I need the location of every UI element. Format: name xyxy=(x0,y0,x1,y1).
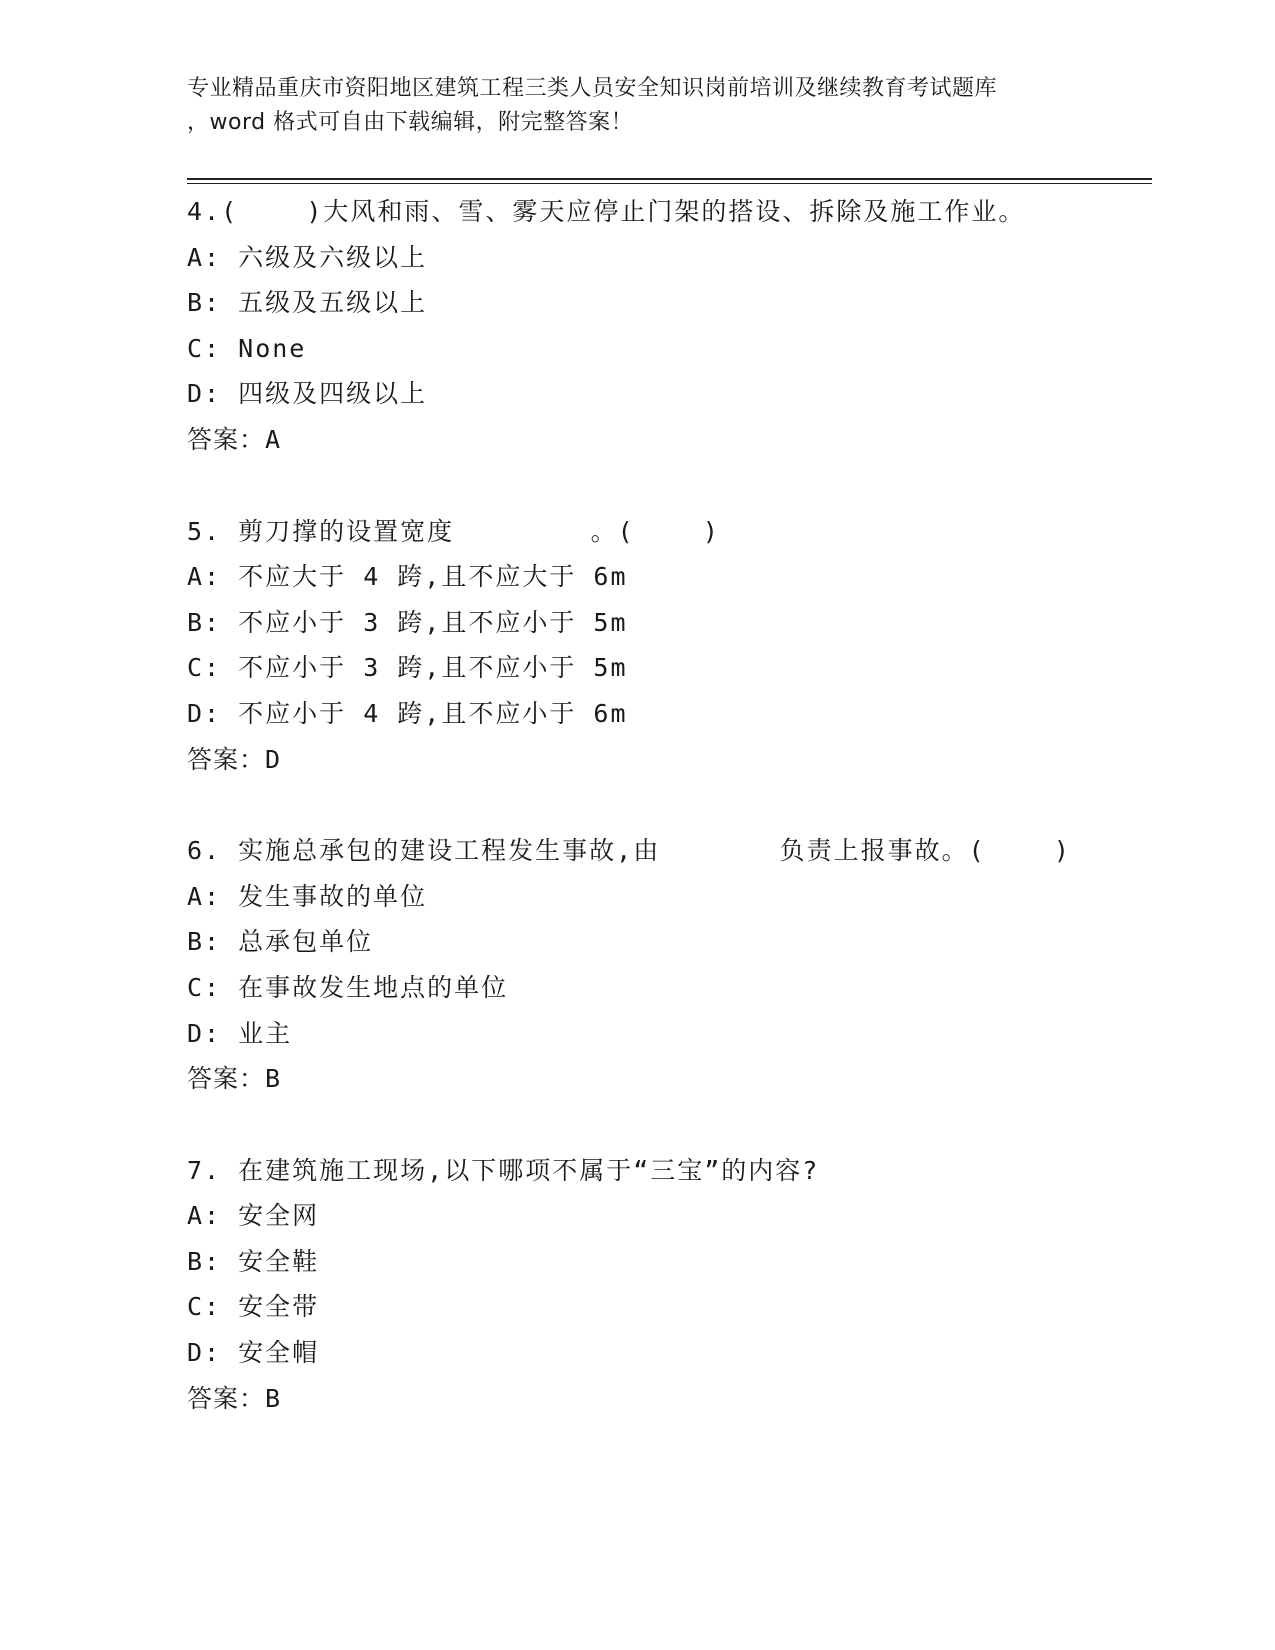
option-d: D: 四级及四级以上 xyxy=(187,379,428,409)
option-c: C: None xyxy=(187,333,307,363)
option-c: C: 安全带 xyxy=(187,1292,320,1322)
option-d: D: 业主 xyxy=(187,1018,293,1048)
question-stem: 7. 在建筑施工现场,以下哪项不属于“三宝”的内容? xyxy=(187,1155,820,1185)
option-c: C: 不应小于 3 跨,且不应小于 5m xyxy=(187,653,628,683)
option-b: B: 安全鞋 xyxy=(187,1246,320,1276)
answer-line xyxy=(187,1056,1147,1102)
option-b: B: 五级及五级以上 xyxy=(187,288,428,318)
answer-value: A xyxy=(265,424,282,454)
question-list xyxy=(187,189,1147,1467)
question-5 xyxy=(187,509,1147,783)
question-6 xyxy=(187,828,1147,1102)
question-4 xyxy=(187,189,1147,463)
answer-value: B xyxy=(265,1383,282,1413)
option-a: A: 发生事故的单位 xyxy=(187,881,428,911)
option-c: C: 在事故发生地点的单位 xyxy=(187,972,509,1002)
answer-line xyxy=(187,417,1147,463)
answer-label: 答案： xyxy=(187,1383,266,1413)
option-d: D: 安全帽 xyxy=(187,1338,320,1368)
answer-label: 答案： xyxy=(187,424,266,454)
question-7 xyxy=(187,1148,1147,1422)
option-b: B: 总承包单位 xyxy=(187,927,374,957)
answer-line xyxy=(187,1376,1147,1422)
question-stem: 5. 剪刀撑的设置宽度 。( ) xyxy=(187,516,720,546)
header-title-line-2: ，word 格式可自由下载编辑，附完整答案！ xyxy=(187,110,634,135)
option-a: A: 不应大于 4 跨,且不应大于 6m xyxy=(187,562,628,592)
question-stem: 4.( )大风和雨、雪、雾天应停止门架的搭设、拆除及施工作业。 xyxy=(187,197,1026,226)
header-divider-thick xyxy=(187,178,1152,180)
answer-value: D xyxy=(265,744,282,774)
header-divider-thin xyxy=(187,183,1152,184)
answer-line xyxy=(187,737,1147,783)
option-d: D: 不应小于 4 跨,且不应小于 6m xyxy=(187,698,628,728)
header-title-line-1: 专业精品重庆市资阳地区建筑工程三类人员安全知识岗前培训及继续教育考试题库 xyxy=(187,76,998,101)
option-b: B: 不应小于 3 跨,且不应小于 5m xyxy=(187,607,628,637)
answer-label: 答案： xyxy=(187,744,266,774)
option-a: A: 六级及六级以上 xyxy=(187,242,428,272)
answer-label: 答案： xyxy=(187,1064,266,1094)
answer-value: B xyxy=(265,1064,282,1094)
document-header xyxy=(187,72,1107,140)
option-a: A: 安全网 xyxy=(187,1201,320,1231)
question-stem: 6. 实施总承包的建设工程发生事故,由 负责上报事故。( ) xyxy=(187,836,1071,866)
